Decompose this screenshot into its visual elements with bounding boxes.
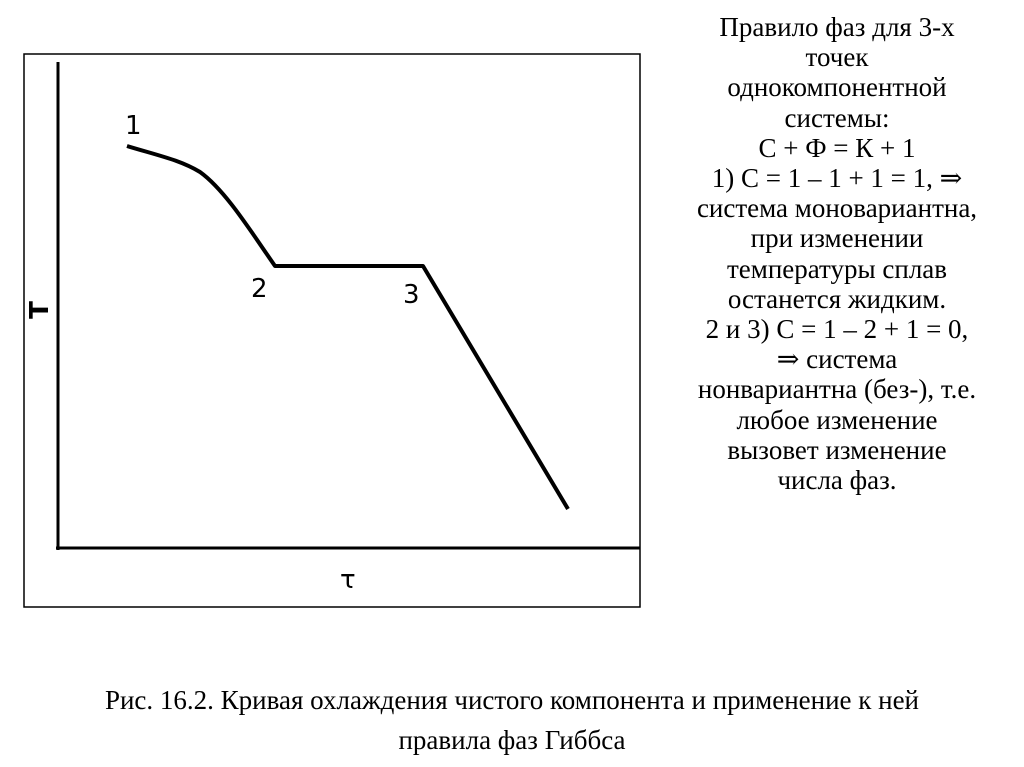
explanation-line: система моновариантна,	[696, 193, 978, 224]
explanation-line: числа фаз.	[777, 465, 897, 496]
explanation-line: нонвариантна (без-), т.е.	[697, 374, 977, 405]
explanation-line: системы:	[784, 102, 890, 133]
phase-rule-explanation	[665, 12, 1009, 495]
explanation-line: Правило фаз для 3-х	[719, 12, 955, 42]
cooling-curve	[127, 146, 568, 509]
explanation-line: однокомпонентной	[727, 72, 947, 103]
explanation-line: температуры сплав	[726, 253, 948, 284]
explanation-line: вызовет изменение	[727, 434, 947, 465]
point-label-1: 1	[125, 111, 142, 141]
explanation-line: точек	[805, 42, 869, 73]
point-label-3: 3	[403, 280, 420, 310]
caption-line-1: Рис. 16.2. Кривая охлаждения чистого компонента и применение к ней	[104, 685, 920, 715]
explanation-line: при изменении	[750, 223, 924, 254]
caption-line-2: правила фаз Гиббса	[398, 725, 626, 755]
explanation-line: останется жидким.	[727, 283, 947, 314]
figure-caption	[20, 680, 1004, 760]
explanation-line: ⇒ система	[776, 344, 898, 375]
y-axis-label: T	[25, 301, 55, 319]
point-label-2: 2	[251, 274, 268, 304]
explanation-line: 1) С = 1 – 1 + 1 = 1, ⇒	[711, 163, 963, 194]
explanation-line: С + Ф = К + 1	[758, 132, 916, 163]
x-axis-label: τ	[340, 565, 356, 595]
explanation-line: 2 и 3) С = 1 – 2 + 1 = 0,	[705, 314, 969, 345]
figure-frame	[24, 54, 640, 607]
explanation-line: любое изменение	[736, 404, 938, 435]
